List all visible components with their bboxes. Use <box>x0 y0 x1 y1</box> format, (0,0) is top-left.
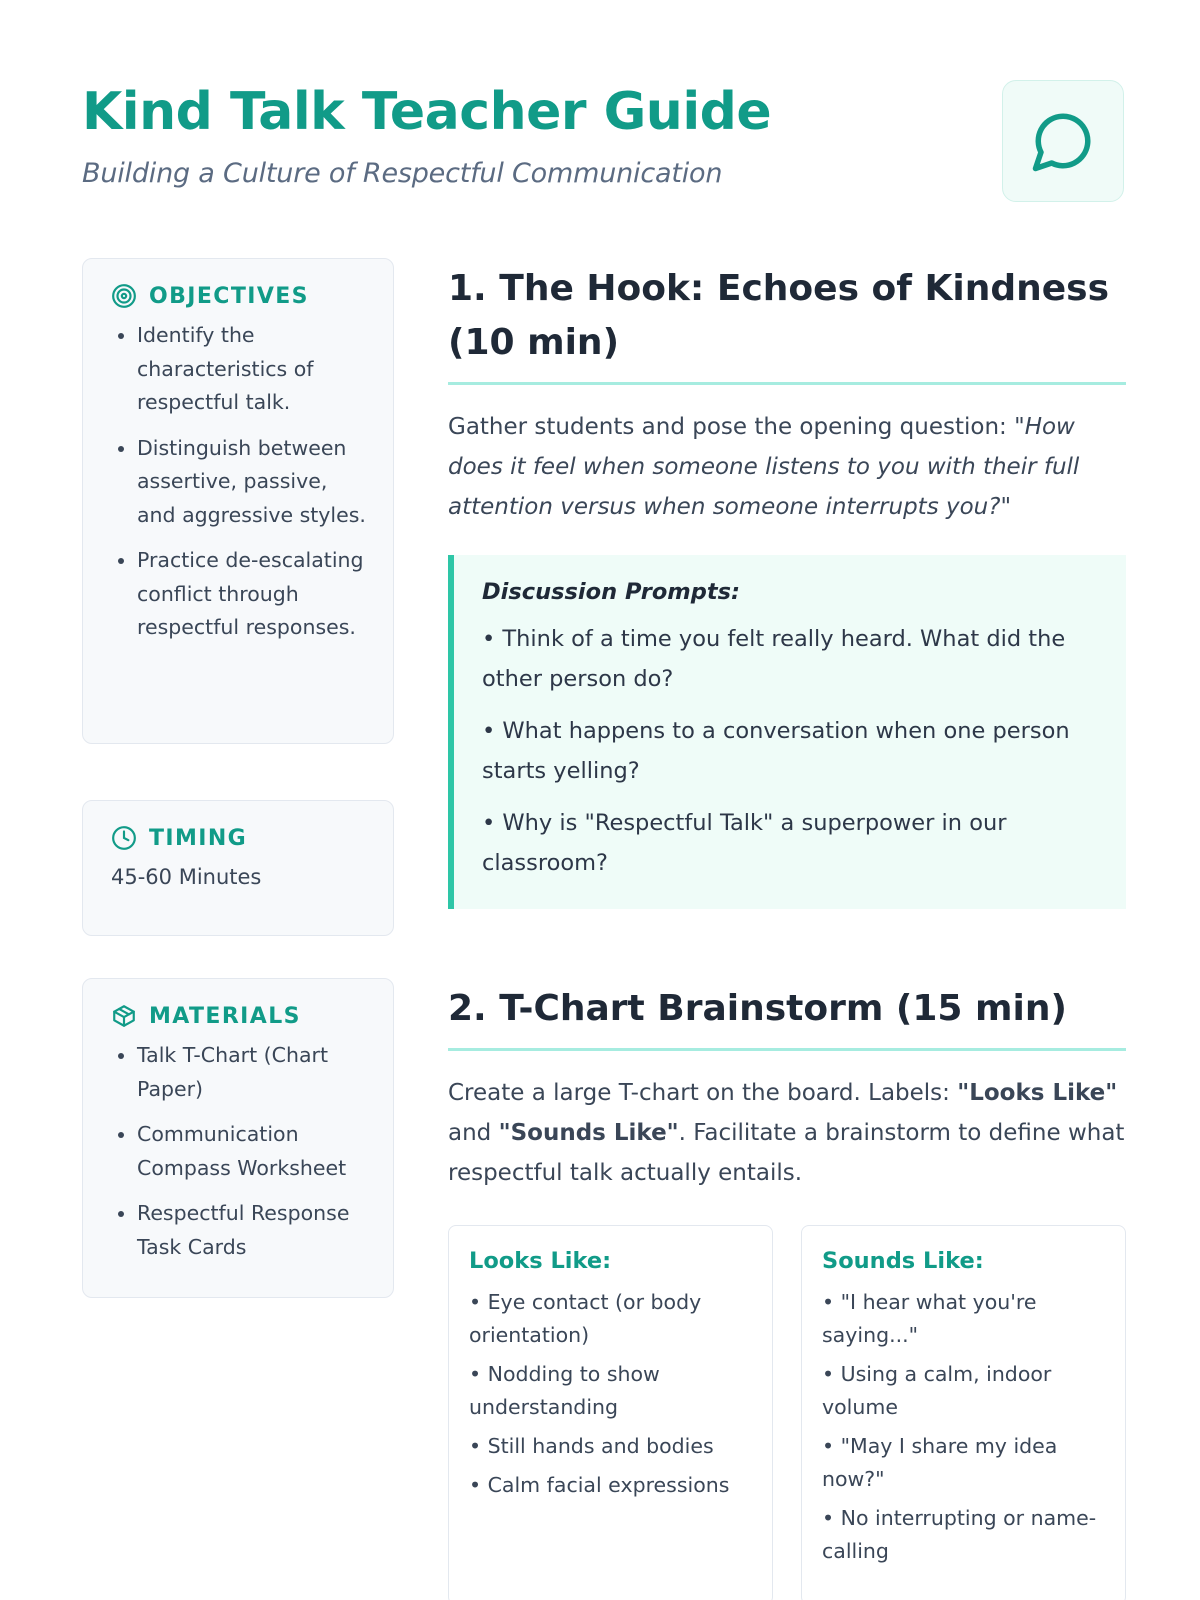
list-item: • Nodding to show understanding <box>469 1362 660 1419</box>
list-item: • Talk T-Chart (Chart Paper) <box>137 1039 371 1106</box>
objectives-label: OBJECTIVES <box>149 283 309 309</box>
materials-list <box>111 1039 371 1264</box>
section-tchart <box>448 982 1126 1600</box>
list-item: • Using a calm, indoor volume <box>822 1362 1052 1419</box>
section-title: 1. The Hook: Echoes of Kindness (10 min) <box>448 262 1126 385</box>
objectives-list <box>111 319 371 645</box>
section-intro <box>448 1073 1126 1193</box>
list-item: • Practice de-escalating conflict through respectful responses. <box>137 544 371 645</box>
materials-card <box>82 978 394 1298</box>
prompts-title: Discussion Prompts: <box>482 579 740 605</box>
timing-header <box>111 825 371 851</box>
section-intro <box>448 407 1126 527</box>
list-item: • Calm facial expressions <box>469 1473 730 1497</box>
looks-like-title: Looks Like: <box>469 1248 612 1274</box>
materials-header <box>111 1003 371 1029</box>
page-subtitle: Building a Culture of Respectful Communication <box>82 158 723 189</box>
t-chart <box>448 1225 1126 1600</box>
target-icon <box>111 283 137 309</box>
speech-bubble-icon <box>1030 108 1096 174</box>
timing-value: 45-60 Minutes <box>111 865 262 889</box>
box-icon <box>111 1003 137 1029</box>
section-hook <box>448 262 1126 909</box>
list-item: • Identify the characteristics of respectful talk. <box>137 319 371 420</box>
list-item: • Respectful Response Task Cards <box>137 1197 371 1264</box>
intro-text: Gather students and pose the opening question: <box>448 414 1015 440</box>
list-item: • "May I share my idea now?" <box>822 1434 1058 1491</box>
intro-text: Create a large T-chart on the board. Labels: <box>448 1080 958 1106</box>
list-item: • Eye contact (or body orientation) <box>469 1290 702 1347</box>
materials-label: MATERIALS <box>149 1003 301 1029</box>
prompt-item: • Why is "Respectful Talk" a superpower in our classroom? <box>482 810 1007 876</box>
clock-icon <box>111 825 137 851</box>
list-item: • Distinguish between assertive, passive, and aggressive styles. <box>137 432 371 533</box>
looks-like-column <box>448 1225 773 1600</box>
objectives-card <box>82 258 394 744</box>
timing-label: TIMING <box>149 825 248 851</box>
section-title: 2. T-Chart Brainstorm (15 min) <box>448 982 1126 1051</box>
sounds-like-column <box>801 1225 1126 1600</box>
list-item: • Communication Compass Worksheet <box>137 1118 371 1185</box>
list-item: • "I hear what you're saying..." <box>822 1290 1037 1347</box>
page-title: Kind Talk Teacher Guide <box>82 82 772 142</box>
opening-question: "How does it feel when someone listens to you with their full attention versus when someone interrupts you?" <box>448 414 1080 520</box>
logo-badge <box>1002 80 1124 202</box>
objectives-header <box>111 283 371 309</box>
discussion-prompts-box <box>448 555 1126 909</box>
label-sounds-like: "Sounds Like" <box>498 1120 679 1146</box>
page-header <box>82 78 1128 189</box>
intro-text: and <box>448 1120 499 1146</box>
list-item: • No interrupting or name-calling <box>822 1506 1097 1563</box>
intro-text: . Facilitate a brainstorm to define what respectful talk actually entails. <box>448 1120 1125 1186</box>
prompt-item: • What happens to a conversation when one person starts yelling? <box>482 718 1070 784</box>
label-looks-like: "Looks Like" <box>957 1080 1118 1106</box>
prompt-item: • Think of a time you felt really heard. What did the other person do? <box>482 626 1066 692</box>
sounds-like-title: Sounds Like: <box>822 1248 984 1274</box>
timing-card <box>82 800 394 936</box>
list-item: • Still hands and bodies <box>469 1434 714 1458</box>
